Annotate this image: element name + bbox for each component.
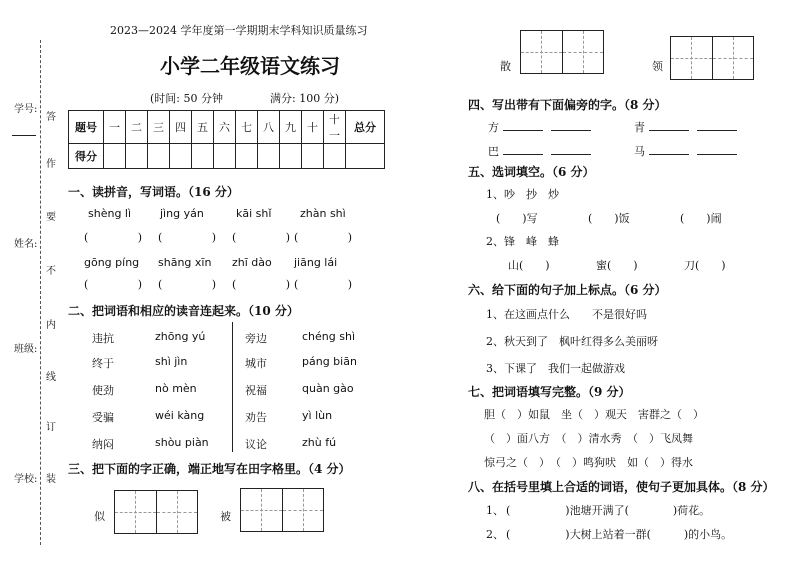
q5-group1-options: 1、吵 抄 炒 — [486, 188, 559, 201]
tianzige-grid[interactable] — [114, 490, 198, 534]
q5-title: 五、选词填空。（6 分） — [468, 165, 595, 179]
answer-bracket[interactable]: ( ) — [294, 231, 352, 244]
score-cell[interactable] — [192, 144, 214, 169]
match-pinyin[interactable]: shì jìn — [155, 355, 188, 368]
binding-line — [40, 40, 41, 545]
seal-char: 订 — [46, 422, 56, 433]
sentence[interactable]: 3、下课了 我们一起做游戏 — [486, 362, 625, 375]
pinyin: shāng xīn — [158, 256, 212, 269]
match-word[interactable]: 旁边 — [245, 332, 267, 345]
answer-blank[interactable] — [503, 142, 543, 155]
score-cell[interactable] — [302, 144, 324, 169]
score-head-label: 题号 — [69, 111, 104, 144]
match-word[interactable]: 违抗 — [92, 332, 114, 345]
page-title: 小学二年级语文练习 — [160, 54, 340, 78]
seal-char: 作 — [46, 159, 56, 170]
q5-blank[interactable]: 山( ) — [508, 259, 550, 272]
score-col: 八 — [258, 111, 280, 144]
match-pinyin[interactable]: páng biān — [302, 355, 357, 368]
q5-blank[interactable]: ( )饭 — [588, 212, 630, 225]
copy-char: 似 — [94, 510, 105, 523]
score-cell[interactable] — [346, 144, 385, 169]
match-word[interactable]: 终于 — [92, 357, 114, 370]
answer-bracket[interactable]: ( ) — [294, 278, 352, 291]
answer-blank[interactable] — [503, 118, 543, 131]
answer-bracket[interactable]: ( ) — [232, 231, 290, 244]
match-pinyin[interactable]: shòu piàn — [155, 436, 209, 449]
q2-title: 二、把词语和相应的读音连起来。（10 分） — [68, 304, 299, 318]
radical: 巴 — [488, 145, 499, 158]
seal-char: 要 — [46, 212, 56, 223]
q8-title: 八、在括号里填上合适的词语，使句子更加具体。（8 分） — [468, 480, 775, 494]
score-col: 四 — [170, 111, 192, 144]
radical-row — [488, 142, 595, 159]
match-pinyin[interactable]: chéng shì — [302, 330, 355, 343]
idiom-row[interactable]: （ ）面八方 （ ）清水秀 （ ）飞凤舞 — [484, 432, 693, 445]
answer-blank[interactable] — [649, 118, 689, 131]
student-id-label: 学号: — [14, 104, 38, 115]
name-label: 姓名: — [14, 239, 38, 250]
pinyin: shèng lì — [88, 207, 132, 220]
q5-blank[interactable]: ( )闹 — [680, 212, 722, 225]
class-label: 班级: — [14, 344, 38, 355]
answer-blank[interactable] — [551, 142, 591, 155]
score-col: 六 — [214, 111, 236, 144]
score-cell[interactable] — [170, 144, 192, 169]
pinyin: zhàn shì — [300, 207, 346, 220]
pinyin: jiāng lái — [294, 256, 338, 269]
score-cell[interactable] — [280, 144, 302, 169]
score-col: 九 — [280, 111, 302, 144]
q8-item-number: 1、 — [486, 504, 504, 517]
score-row-label: 得分 — [69, 144, 104, 169]
answer-blank[interactable] — [649, 142, 689, 155]
answer-blank[interactable] — [551, 118, 591, 131]
time-info: (时间: 50 分钟 — [150, 92, 223, 105]
match-word[interactable]: 议论 — [245, 438, 267, 451]
radical: 青 — [634, 121, 645, 134]
full-score-info: 满分: 100 分) — [270, 92, 339, 105]
radical-row — [634, 118, 741, 135]
radical-row — [634, 142, 741, 159]
score-col: 三 — [148, 111, 170, 144]
q6-title: 六、给下面的句子加上标点。（6 分） — [468, 283, 667, 297]
answer-bracket[interactable]: ( ) — [158, 278, 216, 291]
answer-bracket[interactable]: ( ) — [84, 231, 142, 244]
student-id-line — [12, 135, 36, 136]
match-word[interactable]: 使劲 — [92, 384, 114, 397]
pinyin: gōng píng — [84, 256, 140, 269]
match-pinyin[interactable]: quàn gào — [302, 382, 354, 395]
match-pinyin[interactable]: yì lùn — [302, 409, 333, 422]
seal-char: 内 — [46, 320, 56, 331]
seal-char: 不 — [46, 266, 56, 277]
school-year-heading: 2023—2024 学年度第一学期期末学科知识质量练习 — [110, 24, 368, 37]
answer-bracket[interactable]: ( ) — [84, 278, 142, 291]
match-pinyin[interactable]: zhōng yú — [155, 330, 206, 343]
match-pinyin[interactable]: zhù fú — [302, 436, 337, 449]
score-col: 七 — [236, 111, 258, 144]
score-col: 一 — [104, 111, 126, 144]
q5-blank[interactable]: 蜜( ) — [596, 259, 638, 272]
pinyin: jìng yán — [160, 207, 204, 220]
match-word[interactable]: 城市 — [245, 357, 267, 370]
tianzige-grid[interactable] — [520, 30, 604, 74]
score-cell[interactable] — [214, 144, 236, 169]
match-word[interactable]: 劝告 — [245, 411, 267, 424]
q5-blank[interactable]: ( )写 — [496, 212, 538, 225]
radical-row — [488, 118, 595, 135]
score-cell[interactable] — [126, 144, 148, 169]
answer-blank[interactable] — [697, 142, 737, 155]
score-col: 五 — [192, 111, 214, 144]
seal-char: 线 — [46, 372, 56, 383]
score-col: 十一 — [324, 111, 346, 144]
score-cell[interactable] — [258, 144, 280, 169]
sentence[interactable]: 1、在这画点什么 不是很好吗 — [486, 308, 647, 321]
match-pinyin[interactable]: nò mèn — [155, 382, 197, 395]
idiom-row[interactable]: 惊弓之（ ） （ ）鸣狗吠 如（ ）得水 — [484, 456, 693, 469]
idiom-row[interactable]: 胆（ ）如鼠 坐（ ）观天 害群之（ ） — [484, 408, 704, 421]
score-col: 二 — [126, 111, 148, 144]
match-word[interactable]: 纳闷 — [92, 438, 114, 451]
sentence[interactable]: 2、秋天到了 枫叶红得多么美丽呀 — [486, 335, 658, 348]
score-cell[interactable] — [104, 144, 126, 169]
score-total-label: 总分 — [346, 111, 385, 144]
answer-blank[interactable] — [697, 118, 737, 131]
q8-sentence[interactable]: ( )大树上站着一群( )的小鸟。 — [506, 528, 733, 541]
copy-char: 散 — [500, 60, 511, 73]
q8-item-number: 2、 — [486, 528, 504, 541]
q3-title: 三、把下面的字正确，端正地写在田字格里。（4 分） — [68, 462, 351, 476]
q4-title: 四、写出带有下面偏旁的字。（8 分） — [468, 98, 667, 112]
q7-title: 七、把词语填写完整。（9 分） — [468, 385, 631, 399]
match-word[interactable]: 祝福 — [245, 384, 267, 397]
q1-title: 一、读拼音，写词语。（16 分） — [68, 185, 239, 199]
pinyin: zhī dào — [232, 256, 272, 269]
seal-char: 装 — [46, 474, 56, 485]
pinyin: kāi shǐ — [236, 207, 272, 220]
q8-sentence[interactable]: ( )池塘开满了( )荷花。 — [506, 504, 711, 517]
match-word[interactable]: 受骗 — [92, 411, 114, 424]
copy-char: 被 — [220, 510, 231, 523]
score-col: 十 — [302, 111, 324, 144]
score-cell[interactable] — [324, 144, 346, 169]
q5-blank[interactable]: 刀( ) — [684, 259, 726, 272]
answer-bracket[interactable]: ( ) — [232, 278, 290, 291]
match-pinyin[interactable]: wéi kàng — [155, 409, 205, 422]
radical: 马 — [634, 145, 645, 158]
seal-char: 答 — [46, 112, 56, 123]
q5-group2-options: 2、锋 峰 蜂 — [486, 235, 559, 248]
tianzige-grid[interactable] — [240, 488, 324, 532]
radical: 方 — [488, 121, 499, 134]
answer-bracket[interactable]: ( ) — [158, 231, 216, 244]
school-label: 学校: — [14, 474, 38, 485]
score-table — [68, 110, 385, 169]
score-cell[interactable] — [148, 144, 170, 169]
copy-char: 领 — [652, 60, 663, 73]
tianzige-grid[interactable] — [670, 36, 754, 80]
q2-divider — [232, 322, 233, 452]
score-cell[interactable] — [236, 144, 258, 169]
